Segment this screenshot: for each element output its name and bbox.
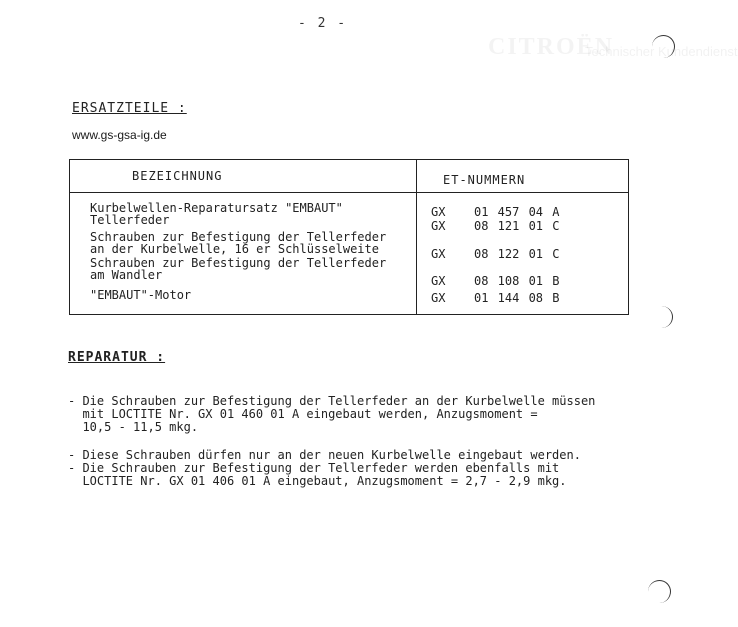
table-column-divider (416, 160, 417, 314)
parts-heading: ERSATZTEILE : (72, 101, 187, 116)
page-number: - 2 - (298, 16, 348, 31)
bleed-through-subtitle: Technischer Kundendienst (585, 44, 738, 59)
description-line: Tellerfeder (90, 213, 170, 227)
description-line: "EMBAUT"-Motor (90, 288, 192, 302)
header-part-numbers: ET-NUMMERN (443, 173, 526, 187)
part-prefix: GX (431, 291, 446, 305)
parts-table (69, 159, 629, 315)
description-line: Schrauben zur Befestigung der Tellerfeder (90, 256, 387, 270)
repair-line: - Die Schrauben zur Befestigung der Tellerfeder werden ebenfalls mit (68, 461, 560, 475)
repair-line: LOCTITE Nr. GX 01 406 01 A eingebaut, Anzugsmoment = 2,7 - 2,9 mkg. (68, 474, 567, 488)
binder-hole-mark (650, 306, 673, 328)
description-line: an der Kurbelwelle, 16 er Schlüsselweite (90, 242, 379, 256)
part-prefix: GX (431, 205, 446, 219)
part-number: 08 121 01 C (474, 219, 560, 233)
part-number: 08 108 01 B (474, 274, 560, 288)
part-prefix: GX (431, 247, 446, 261)
header-description: BEZEICHNUNG (132, 169, 223, 183)
description-line: am Wandler (90, 268, 163, 282)
part-number: 08 122 01 C (474, 247, 560, 261)
part-prefix: GX (431, 274, 446, 288)
binder-hole-mark (648, 580, 671, 603)
website-link[interactable]: www.gs-gsa-ig.de (72, 128, 167, 142)
part-prefix: GX (431, 219, 446, 233)
repair-line: - Diese Schrauben dürfen nur an der neuen Kurbelwelle eingebaut werden. (68, 448, 581, 462)
binder-hole-mark (652, 35, 675, 58)
repair-heading: REPARATUR : (68, 350, 166, 365)
repair-paragraph-2 (68, 436, 581, 501)
part-number: 01 144 08 B (474, 291, 560, 305)
repair-line: mit LOCTITE Nr. GX 01 460 01 A eingebaut werden, Anzugsmoment = (68, 407, 538, 421)
table-header-divider (70, 192, 628, 193)
repair-line: 10,5 - 11,5 mkg. (68, 420, 199, 434)
description-line: Schrauben zur Befestigung der Tellerfeder (90, 230, 387, 244)
part-number: 01 457 04 A (474, 205, 560, 219)
description-line: Kurbelwellen-Reparatursatz "EMBAUT" (90, 201, 343, 215)
repair-line: - Die Schrauben zur Befestigung der Tellerfeder an der Kurbelwelle müssen (68, 394, 596, 408)
